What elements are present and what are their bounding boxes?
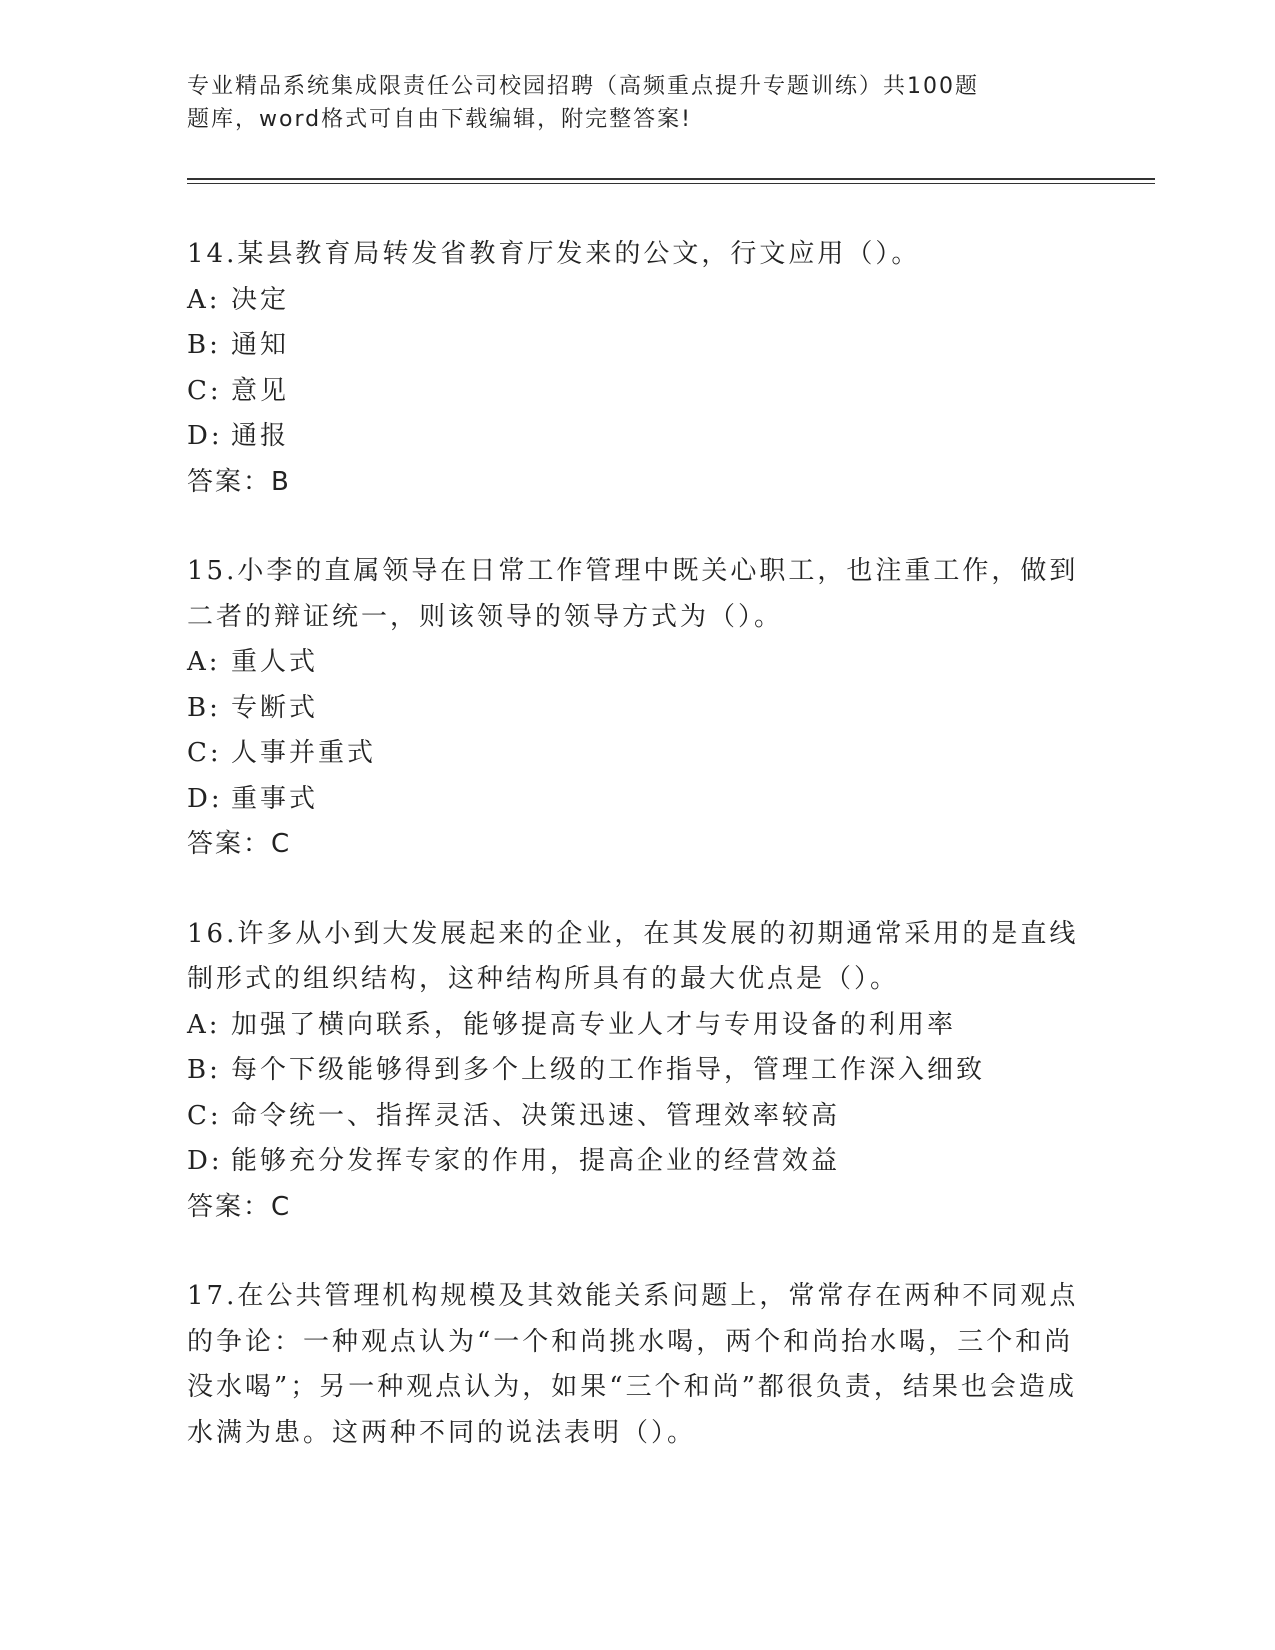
- option-label: D:: [187, 783, 223, 814]
- option-text: 人事并重式: [231, 738, 377, 768]
- question-14: [187, 232, 1087, 505]
- question-17: [187, 1274, 1087, 1456]
- option-text: 专断式: [231, 692, 319, 723]
- option-label: B:: [187, 692, 221, 723]
- option-text: 通知: [231, 330, 290, 360]
- option-c: [187, 369, 1087, 415]
- option-label: D:: [187, 421, 223, 451]
- option-text: 命令统一、指挥灵活、决策迅速、管理效率较高: [231, 1100, 841, 1131]
- option-label: B:: [187, 1055, 221, 1085]
- option-text: 重人式: [231, 647, 319, 677]
- question-stem: 17.在公共管理机构规模及其效能关系问题上，常常存在两种不同观点的争论：一种观点认为“一个和尚挑水喝，两个和尚抬水喝，三个和尚没水喝”；另一种观点认为，如果“三个和尚”都很负责，结果也会造成水满为患。这两种不同的说法表明（）。: [187, 1281, 1079, 1448]
- option-label: A:: [187, 1009, 221, 1040]
- option-label: A:: [187, 284, 221, 315]
- option-b: [187, 323, 1087, 369]
- document-header: [187, 70, 1027, 136]
- answer: 答案：C: [187, 1191, 292, 1222]
- option-a: [187, 278, 1087, 324]
- option-b: [187, 1048, 1087, 1094]
- option-b: [187, 686, 1087, 732]
- option-label: C:: [187, 738, 222, 768]
- answer: 答案：B: [187, 466, 291, 497]
- answer: 答案：C: [187, 829, 292, 859]
- option-label: C:: [187, 375, 222, 406]
- option-label: C:: [187, 1100, 222, 1131]
- option-label: A:: [187, 647, 221, 677]
- question-stem: 15.小李的直属领导在日常工作管理中既关心职工，也注重工作，做到二者的辩证统一，则该领导的领导方式为（）。: [187, 556, 1079, 632]
- option-d: [187, 777, 1087, 823]
- header-line-2: 题库，word格式可自由下载编辑，附完整答案!: [187, 107, 692, 132]
- option-label: D:: [187, 1146, 223, 1176]
- option-c: [187, 731, 1087, 777]
- header-divider-thick: [187, 178, 1155, 180]
- option-d: [187, 414, 1087, 460]
- option-text: 决定: [231, 284, 290, 315]
- option-text: 能够充分发挥专家的作用，提高企业的经营效益: [231, 1146, 841, 1176]
- option-a: [187, 1003, 1087, 1049]
- question-16: [187, 912, 1087, 1231]
- option-text: 通报: [231, 421, 290, 451]
- header-divider-thin: [187, 183, 1155, 184]
- question-list: [187, 232, 1087, 1500]
- question-stem: 14.某县教育局转发省教育厅发来的公文，行文应用（）。: [187, 239, 921, 269]
- question-15: [187, 549, 1087, 868]
- question-stem: 16.许多从小到大发展起来的企业，在其发展的初期通常采用的是直线制形式的组织结构，这种结构所具有的最大优点是（）。: [187, 918, 1079, 994]
- header-line-1: 专业精品系统集成限责任公司校园招聘（高频重点提升专题训练）共100题: [187, 74, 979, 99]
- option-d: [187, 1139, 1087, 1185]
- option-c: [187, 1094, 1087, 1140]
- option-text: 每个下级能够得到多个上级的工作指导，管理工作深入细致: [231, 1055, 986, 1085]
- option-text: 重事式: [231, 783, 319, 814]
- option-text: 加强了横向联系，能够提高专业人才与专用设备的利用率: [231, 1009, 957, 1040]
- option-label: B:: [187, 330, 221, 360]
- option-text: 意见: [231, 375, 290, 406]
- option-a: [187, 640, 1087, 686]
